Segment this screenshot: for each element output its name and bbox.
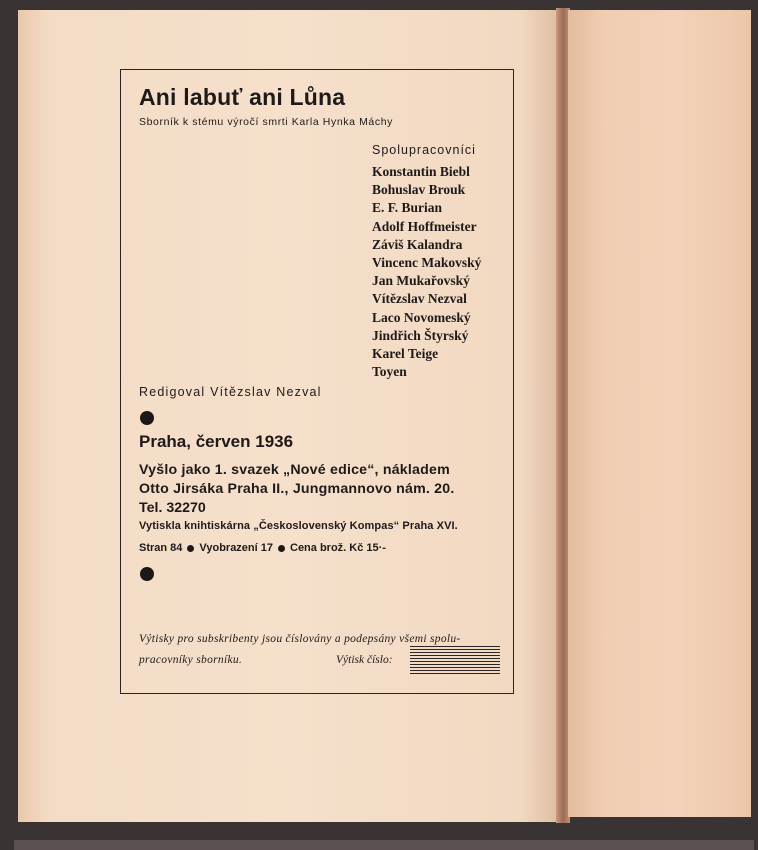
book-details: [139, 542, 386, 554]
collaborator-name: Adolf Hoffmeister: [372, 218, 477, 234]
editor-credit: Redigoval Vítězslav Nezval: [139, 385, 322, 399]
publisher-line: Tel. 32270: [139, 500, 206, 516]
collaborator-name: Jan Mukařovský: [372, 273, 470, 289]
collaborator-name: Vincenc Makovský: [372, 255, 482, 271]
cover-bottom-edge: [14, 840, 754, 850]
page-count: Stran 84: [139, 542, 183, 554]
collaborator-name: E. F. Burian: [372, 200, 443, 216]
collaborator-name: Karel Teige: [372, 346, 439, 362]
publisher-line: Otto Jirsáka Praha II., Jungmannovo nám. 20.: [139, 481, 455, 497]
collaborator-name: Záviš Kalandra: [372, 236, 463, 252]
collaborator-name: Vítězslav Nezval: [372, 291, 467, 307]
collaborators-list: [372, 163, 481, 381]
publisher-info: [139, 461, 499, 518]
collaborator-name: Konstantin Biebl: [372, 164, 470, 179]
subscriber-note-line: Výtisky pro subskribenty jsou číslovány a podepsány všemi spolu-: [139, 633, 461, 645]
collaborator-name: Jindřich Štyrský: [372, 327, 469, 343]
bullet-dot-icon: [140, 411, 154, 425]
price: Cena brož. Kč 15·-: [290, 542, 386, 554]
printer-credit: Vytiskla knihtiskárna „Československý Kompas“ Praha XVI.: [139, 520, 458, 532]
separator-dot-icon: [187, 545, 194, 552]
collaborators-heading: Spolupracovníci: [372, 143, 476, 157]
bullet-dot-icon: [140, 567, 154, 581]
right-page: [568, 10, 751, 817]
book-subtitle: Sborník k stému výročí smrti Karla Hynka Máchy: [139, 116, 393, 128]
copy-number-field: [410, 646, 500, 674]
separator-dot-icon: [278, 545, 285, 552]
book-title: Ani labuť ani Lůna: [139, 84, 346, 110]
illustration-count: Vyobrazení 17: [199, 542, 273, 554]
copy-number-label: Výtisk číslo:: [336, 654, 393, 666]
place-date: Praha, červen 1936: [139, 432, 294, 451]
collaborator-name: Toyen: [372, 364, 407, 380]
subscriber-note-line: pracovníky sborníku.: [139, 654, 243, 666]
collaborator-name: Laco Novomeský: [372, 309, 471, 325]
publisher-line: Vyšlo jako 1. svazek „Nové edice“, nákladem: [139, 462, 450, 478]
collaborator-name: Bohuslav Brouk: [372, 182, 466, 198]
